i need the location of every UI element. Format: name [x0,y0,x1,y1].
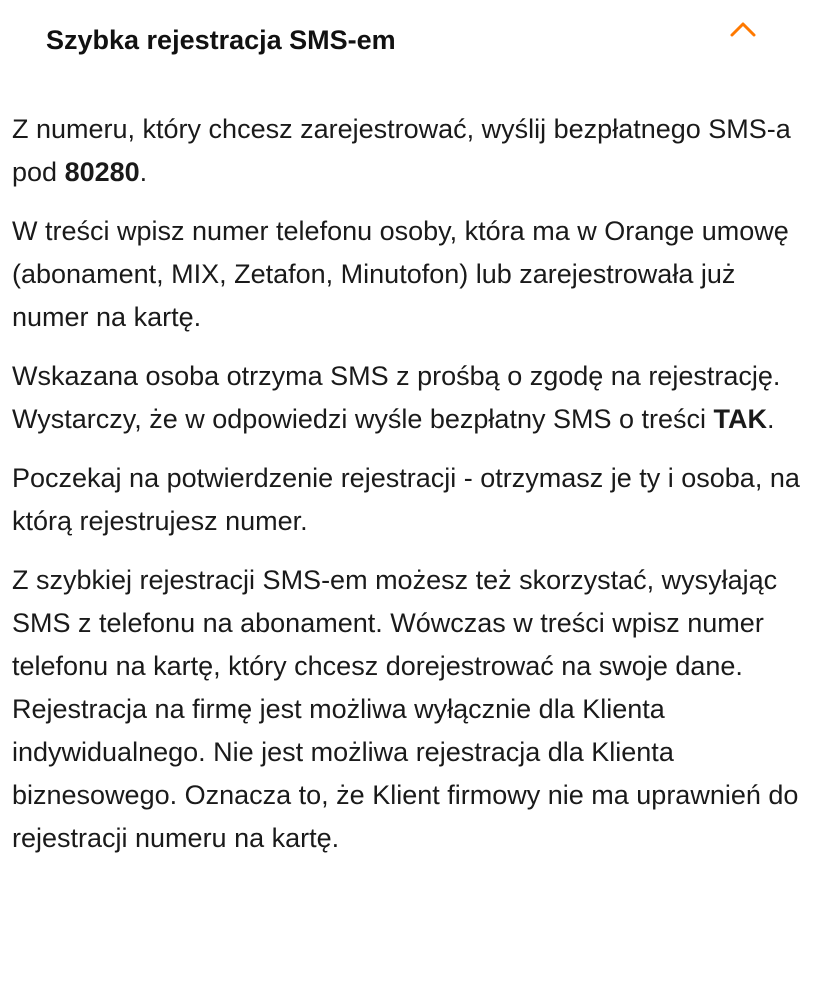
step-text: W treści wpisz numer telefonu osoby, która ma w Orange umowę (abonament, MIX, Zetafon, Minutofon) lub zarejestrowała już numer na kartę. [12,216,789,332]
accordion-header[interactable] [0,0,819,82]
step-text: Z numeru, który chcesz zarejestrować, wyślij bezpłatnego SMS-a pod [12,114,791,187]
list-item [12,355,802,441]
info-paragraph: Z szybkiej rejestracji SMS-em możesz też skorzystać, wysyłając SMS z telefonu na abonament. Wówczas w treści wpisz numer telefonu na kartę, który chcesz dorejestrować na swoje dane. [12,565,778,681]
step-text: Wskazana osoba otrzyma SMS z prośbą o zgodę na rejestrację. Wystarczy, że w odpowiedzi wyśle bezpłatny SMS o treści [12,361,781,434]
list-item [12,457,802,543]
info-paragraph: Rejestracja na firmę jest możliwa wyłącznie dla Klienta indywidualnego. Nie jest możliwa rejestracja dla Klienta biznesowego. Oznacza to, że Klient firmowy nie ma uprawnień do rejestracji numeru na kartę. [12,694,799,853]
sms-number: 80280 [64,157,140,187]
chevron-up-icon[interactable] [728,16,758,40]
sms-keyword: TAK [713,404,767,434]
accordion-content [12,108,802,860]
step-text: Poczekaj na potwierdzenie rejestracji - otrzymasz je ty i osoba, na którą rejestrujesz numer. [12,463,800,536]
step-text-end: . [139,157,148,187]
accordion-title: Szybka rejestracja SMS-em [46,25,396,55]
list-item [12,210,802,339]
list-item [12,108,802,194]
step-text-end: . [767,404,775,434]
steps-list [12,108,802,543]
